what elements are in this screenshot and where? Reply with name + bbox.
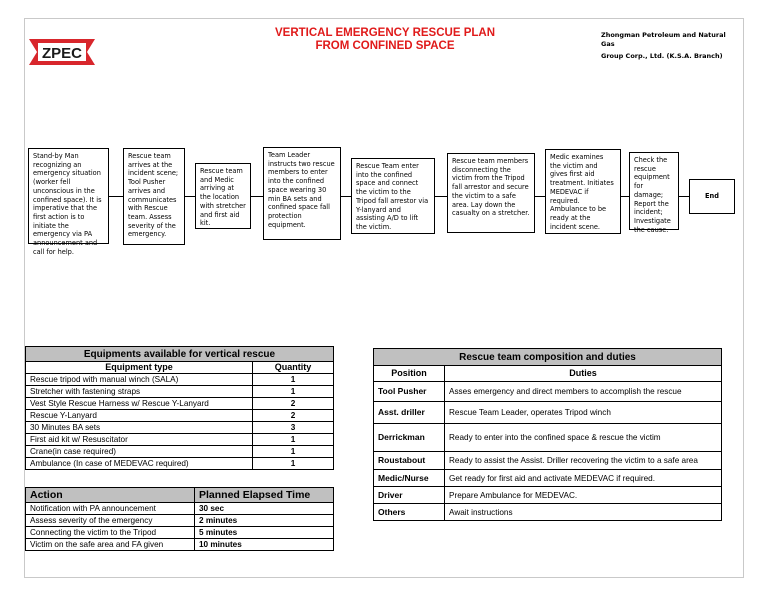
equipment-type: 30 Minutes BA sets [26,422,253,434]
rescue-team-table [373,348,722,521]
flow-connector [251,196,263,197]
equipment-type: Ambulance (In case of MEDEVAC required) [26,458,253,470]
equipment-type: Stretcher with fastening straps [26,386,253,398]
position-cell: Tool Pusher [374,382,445,402]
table-row [26,434,334,446]
equipment-quantity: 1 [253,458,334,470]
action-cell: Notification with PA announcement [26,503,195,515]
time-cell: 5 minutes [195,527,334,539]
equipment-type: Crane(in case required) [26,446,253,458]
table-row [26,446,334,458]
company-name [601,31,741,61]
company-line-3: Group Corp., Ltd. (K.S.A. Branch) [601,52,723,60]
equipment-table-caption: Equipments available for vertical rescue [26,347,334,362]
table-row [374,504,722,521]
equipment-type: Vest Style Rescue Harness w/ Rescue Y-Lanyard [26,398,253,410]
flow-step-7: Medic examines the victim and gives first aid treatment. Initiates MEDEVAC if required. Ambulance to be ready at the incident scene. [545,149,621,234]
title-line-2: FROM CONFINED SPACE [315,40,455,52]
table-row [374,452,722,470]
equipment-quantity: 1 [253,386,334,398]
table-row [26,374,334,386]
position-cell: Medic/Nurse [374,470,445,487]
zpec-logo [29,39,95,65]
table-row [374,382,722,402]
col-header-equipment-type: Equipment type [26,362,253,374]
flow-step-1: Stand-by Man recognizing an emergency situation (worker fell unconscious in the confined space). It is imperative that the first action is to initiate the emergency via PA announcement and call for help. [28,148,109,244]
equipment-quantity: 1 [253,434,334,446]
flow-step-2: Rescue team arrives at the incident scene; Tool Pusher arrives and communicates with Rescue team. Assess severity of the emergency. [123,148,185,245]
col-header-planned-time: Planned Elapsed Time [195,488,334,503]
position-cell: Others [374,504,445,521]
flow-connector [621,196,629,197]
equipment-quantity: 1 [253,446,334,458]
page-title [225,27,545,53]
equipment-type: Rescue tripod with manual winch (SALA) [26,374,253,386]
flow-connector [435,196,447,197]
duty-cell: Ready to enter into the confined space & rescue the victim [445,424,722,452]
company-line-1: Zhongman Petroleum and Natural [601,31,726,39]
duty-cell: Ready to assist the Assist. Driller recovering the victim to a safe area [445,452,722,470]
table-row [374,424,722,452]
equipment-quantity: 2 [253,410,334,422]
table-row [374,402,722,424]
equipment-quantity: 1 [253,374,334,386]
duty-cell: Prepare Ambulance for MEDEVAC. [445,487,722,504]
flow-connector [679,196,689,197]
rescue-team-caption: Rescue team composition and duties [374,349,722,366]
time-cell: 30 sec [195,503,334,515]
action-cell: Assess severity of the emergency [26,515,195,527]
title-line-1: VERTICAL EMERGENCY RESCUE PLAN [274,27,496,39]
table-row [374,487,722,504]
equipment-table [25,346,334,470]
equipment-type: Rescue Y-Lanyard [26,410,253,422]
table-row [26,386,334,398]
company-line-2: Gas [601,40,615,48]
action-cell: Victim on the safe area and FA given [26,539,195,551]
table-row [26,503,334,515]
col-header-quantity: Quantity [253,362,334,374]
flow-step-8: Check the rescue equipment for damage; Report the incident; Investigate the cause. [629,152,679,230]
duty-cell: Rescue Team Leader, operates Tripod winch [445,402,722,424]
position-cell: Derrickman [374,424,445,452]
equipment-quantity: 3 [253,422,334,434]
flow-step-3: Rescue team and Medic arriving at the location with stretcher and first aid kit. [195,163,251,229]
col-header-duties: Duties [445,366,722,382]
flow-connector [109,196,123,197]
flow-step-6: Rescue team members disconnecting the victim from the Tripod fall arrestor and secure the victim to a safe area. Lay down the casualty on a stretcher. [447,153,535,233]
table-row [26,458,334,470]
flow-step-4: Team Leader instructs two rescue members to enter into the confined space wearing 30 min BA sets and confined space fall protection equipment. [263,147,341,240]
elapsed-time-table [25,487,334,551]
table-row [26,527,334,539]
flow-connector [185,196,195,197]
flow-step-5: Rescue Team enter into the confined space and connect the victim to the Tripod fall arrestor via Y-lanyard and assisting A/D to lift the victim. [351,158,435,234]
action-cell: Connecting the victim to the Tripod [26,527,195,539]
table-row [26,410,334,422]
position-cell: Roustabout [374,452,445,470]
col-header-action: Action [26,488,195,503]
position-cell: Asst. driller [374,402,445,424]
duty-cell: Get ready for first aid and activate MEDEVAC if required. [445,470,722,487]
time-cell: 10 minutes [195,539,334,551]
logo-text: ZPEC [41,45,83,62]
flow-connector [535,196,545,197]
table-row [374,470,722,487]
col-header-position: Position [374,366,445,382]
equipment-type: First aid kit w/ Resuscitator [26,434,253,446]
zpec-logo-graphic [29,39,95,65]
table-row [26,539,334,551]
table-row [26,515,334,527]
duty-cell: Asses emergency and direct members to accomplish the rescue [445,382,722,402]
document-page [24,18,744,578]
flow-step-end: End [689,179,735,214]
table-row [26,398,334,410]
flow-connector [341,196,351,197]
time-cell: 2 minutes [195,515,334,527]
duty-cell: Await instructions [445,504,722,521]
table-row [26,422,334,434]
position-cell: Driver [374,487,445,504]
equipment-quantity: 2 [253,398,334,410]
